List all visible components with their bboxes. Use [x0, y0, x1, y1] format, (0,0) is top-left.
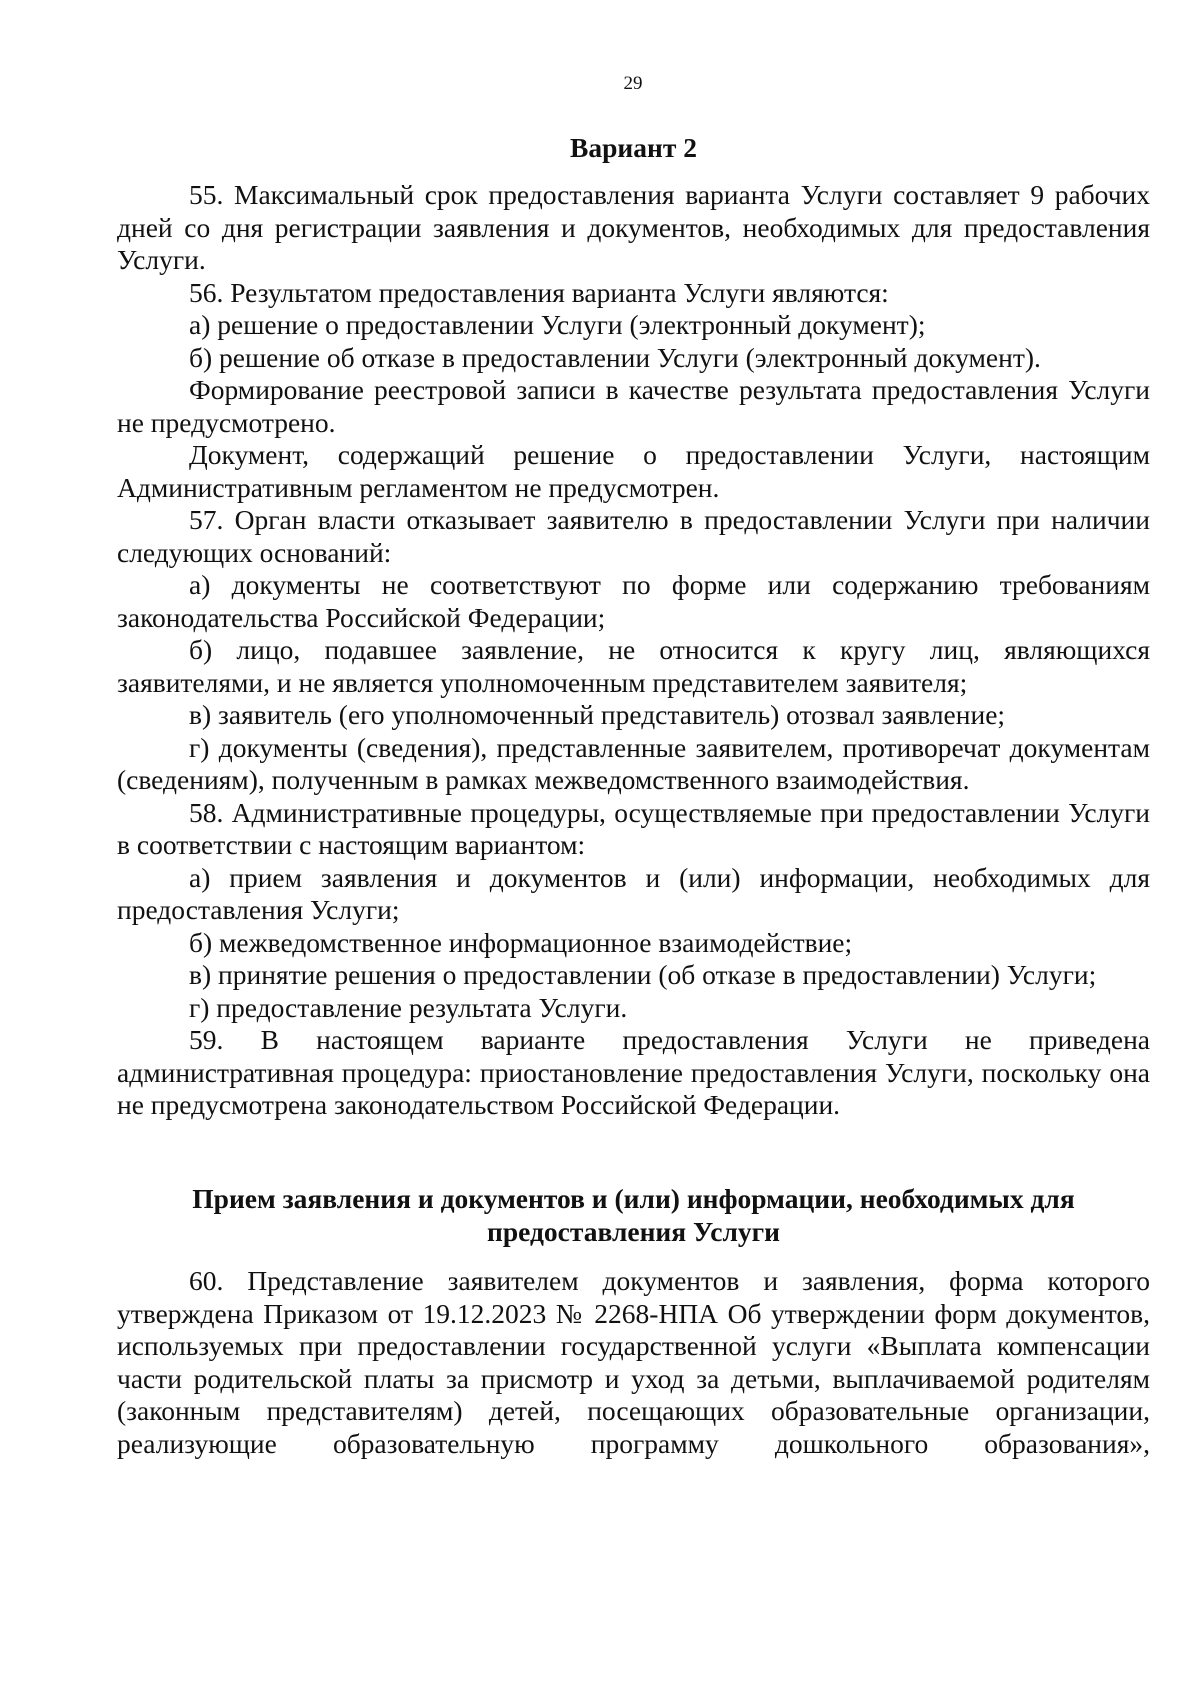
paragraph-56b: б) решение об отказе в предоставлении Услуги (электронный документ).	[189, 341, 1041, 373]
paragraph-document: Документ, содержащий решение о предоставлении Услуги, настоящим Административным регламентом не предусмотрен.	[117, 439, 1150, 503]
body-block-2	[117, 1265, 1150, 1460]
paragraph-56: 56. Результатом предоставления варианта Услуги являются:	[189, 276, 889, 308]
subsection-heading	[117, 1182, 1150, 1248]
paragraph-58v: в) принятие решения о предоставлении (об отказе в предоставлении) Услуги;	[189, 959, 1097, 990]
paragraph-58g: г) предоставление результата Услуги.	[189, 991, 628, 1023]
paragraph-registry: Формирование реестровой записи в качестве результата предоставления Услуги не предусмотрено.	[117, 374, 1150, 438]
paragraph-59: 59. В настоящем варианте предоставления Услуги не приведена административная процедура: приостановление предоставления Услуги, поскольку она не предусмотрена законодательством Российской Федерации.	[117, 1024, 1150, 1120]
paragraph-60: 60. Представление заявителем документов и заявления, форма которого утверждена Приказом от 19.12.2023 № 2268-НПА Об утверждении форм документов, используемых при предоставлении государственной услуги «Выплата компенсации части родительской платы за присмотр и уход за детьми, выплачиваемой родителям (законным представителям) детей, посещающих образовательные организации, реализующие образовательную программу дошкольного образования»,	[117, 1265, 1150, 1459]
subsection-heading-line-1: Прием заявления и документов и (или) информации, необходимых для	[192, 1183, 1075, 1214]
paragraph-57v: в) заявитель (его уполномоченный представитель) отозвал заявление;	[189, 699, 1006, 730]
paragraph-57g: г) документы (сведения), представленные заявителем, противоречат документам (сведениям), полученным в рамках межведомственного взаимодействия.	[117, 731, 1150, 795]
page-number: 29	[623, 73, 643, 94]
paragraph-58: 58. Административные процедуры, осуществляемые при предоставлении Услуги в соответствии с настоящим вариантом:	[117, 796, 1150, 860]
section-title: Вариант 2	[570, 132, 697, 163]
paragraph-57b: б) лицо, подавшее заявление, не относится к кругу лиц, являющихся заявителями, и не является уполномоченным представителем заявителя;	[117, 634, 1150, 698]
paragraph-58a: а) прием заявления и документов и (или) информации, необходимых для предоставления Услуги;	[117, 861, 1150, 925]
paragraph-58b: б) межведомственное информационное взаимодействие;	[189, 926, 853, 958]
paragraph-57: 57. Орган власти отказывает заявителю в предоставлении Услуги при наличии следующих оснований:	[117, 504, 1150, 568]
subsection-heading-line-2: предоставления Услуги	[487, 1216, 780, 1247]
body-block-1	[117, 179, 1150, 1122]
paragraph-55: 55. Максимальный срок предоставления варианта Услуги составляет 9 рабочих дней со дня регистрации заявления и документов, необходимых для предоставления Услуги.	[117, 179, 1150, 275]
paragraph-57a: а) документы не соответствуют по форме или содержанию требованиям законодательства Российской Федерации;	[117, 569, 1150, 633]
paragraph-56a: а) решение о предоставлении Услуги (электронный документ);	[189, 309, 926, 340]
